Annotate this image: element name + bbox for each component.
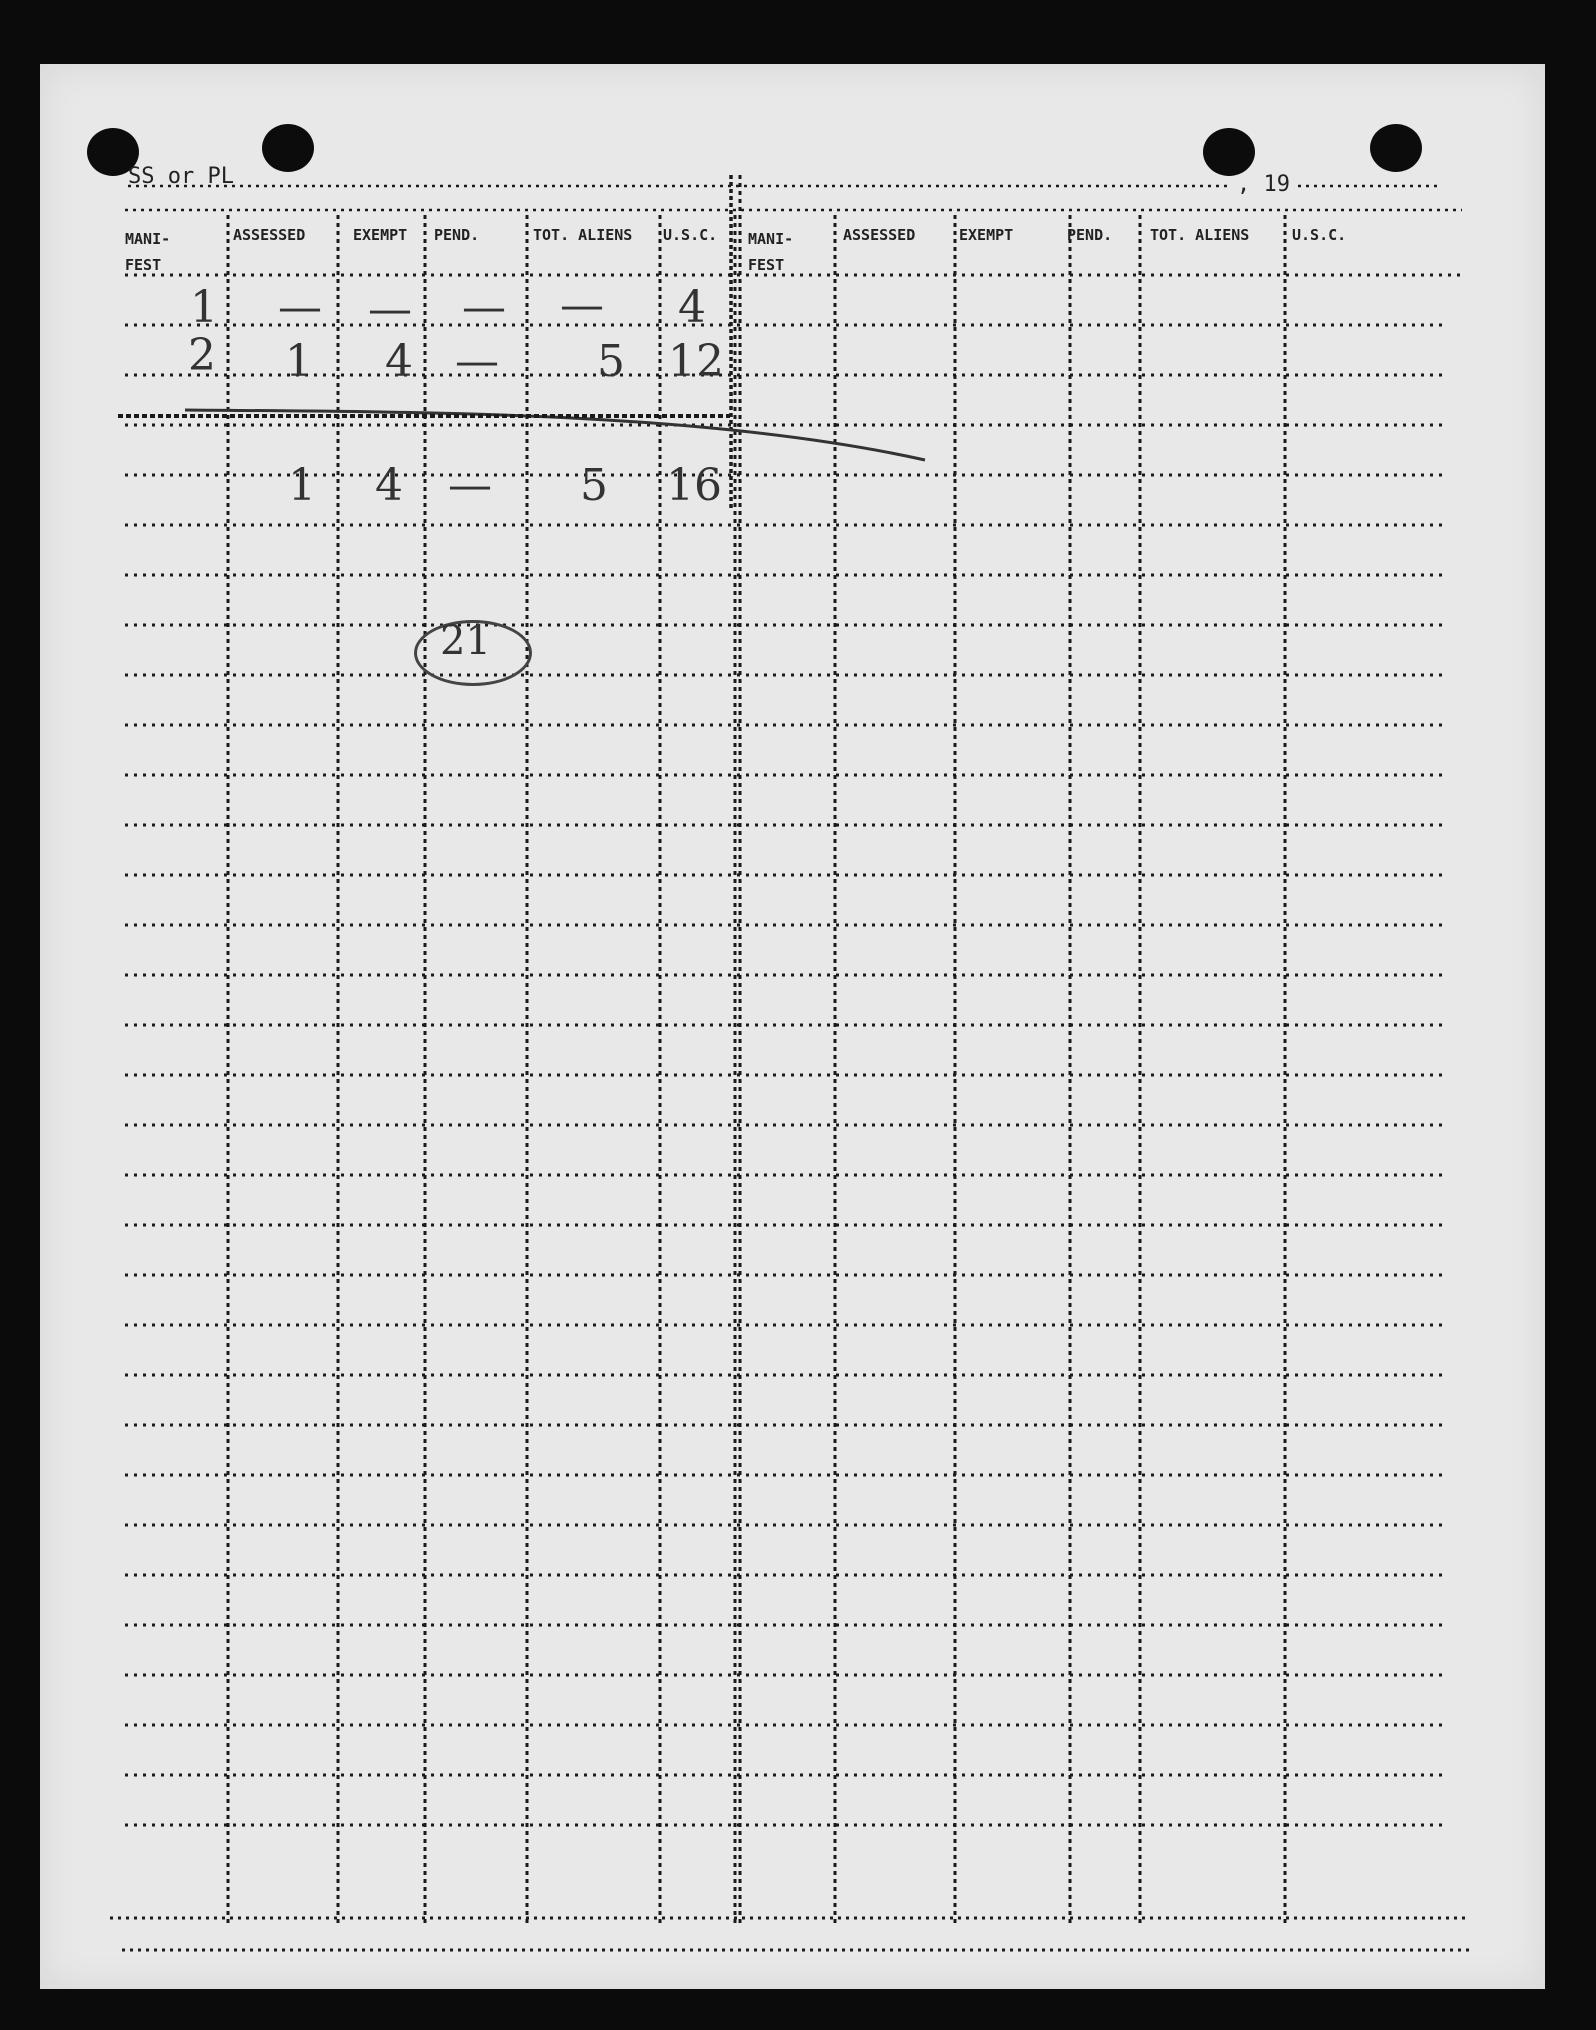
hw-row2-exempt: 4	[385, 336, 413, 387]
col-manifest-right-text: MANI- FEST	[748, 230, 794, 274]
hw-row2-tot-aliens: 5	[597, 336, 625, 387]
hw-row1-pend: —	[462, 282, 506, 333]
hw-row2-usc: 12	[668, 336, 724, 387]
col-tot-aliens-left: TOT. ALIENS	[533, 226, 633, 244]
col-exempt-left: EXEMPT	[353, 226, 408, 244]
hw-row1-manifest: 1	[190, 282, 218, 333]
hw-row2-pend: —	[455, 336, 499, 387]
col-manifest-left-text: MANI- FEST	[125, 230, 171, 274]
year-label: , 19	[1237, 172, 1290, 197]
col-tot-aliens-right: TOT. ALIENS	[1150, 226, 1250, 244]
col-usc-left: U.S.C.	[663, 226, 718, 244]
hw-total-usc: 16	[666, 460, 722, 511]
hw-row1-assessed: —	[278, 282, 322, 333]
hw-row1-tot-aliens: —	[560, 280, 604, 331]
col-pend-right: PEND.	[1067, 226, 1113, 244]
hw-row1-usc: 4	[678, 282, 706, 333]
hw-total-tot-aliens: 5	[580, 460, 608, 511]
hw-row2-manifest: 2	[188, 330, 216, 381]
col-manifest-right	[748, 226, 793, 278]
col-usc-right: U.S.C.	[1292, 226, 1347, 244]
ship-label: SS or PL	[128, 164, 234, 189]
col-manifest-left	[125, 226, 170, 278]
col-pend-left: PEND.	[434, 226, 480, 244]
hw-total-pend: —	[448, 460, 492, 511]
hw-total-exempt: 4	[375, 460, 403, 511]
hw-row2-assessed: 1	[285, 336, 313, 387]
hw-total-assessed: 1	[288, 460, 316, 511]
col-assessed-right: ASSESSED	[843, 226, 916, 244]
col-exempt-right: EXEMPT	[959, 226, 1014, 244]
hw-grand-total: 21	[440, 618, 491, 664]
col-assessed-left: ASSESSED	[233, 226, 306, 244]
hw-row1-exempt: —	[368, 284, 412, 335]
